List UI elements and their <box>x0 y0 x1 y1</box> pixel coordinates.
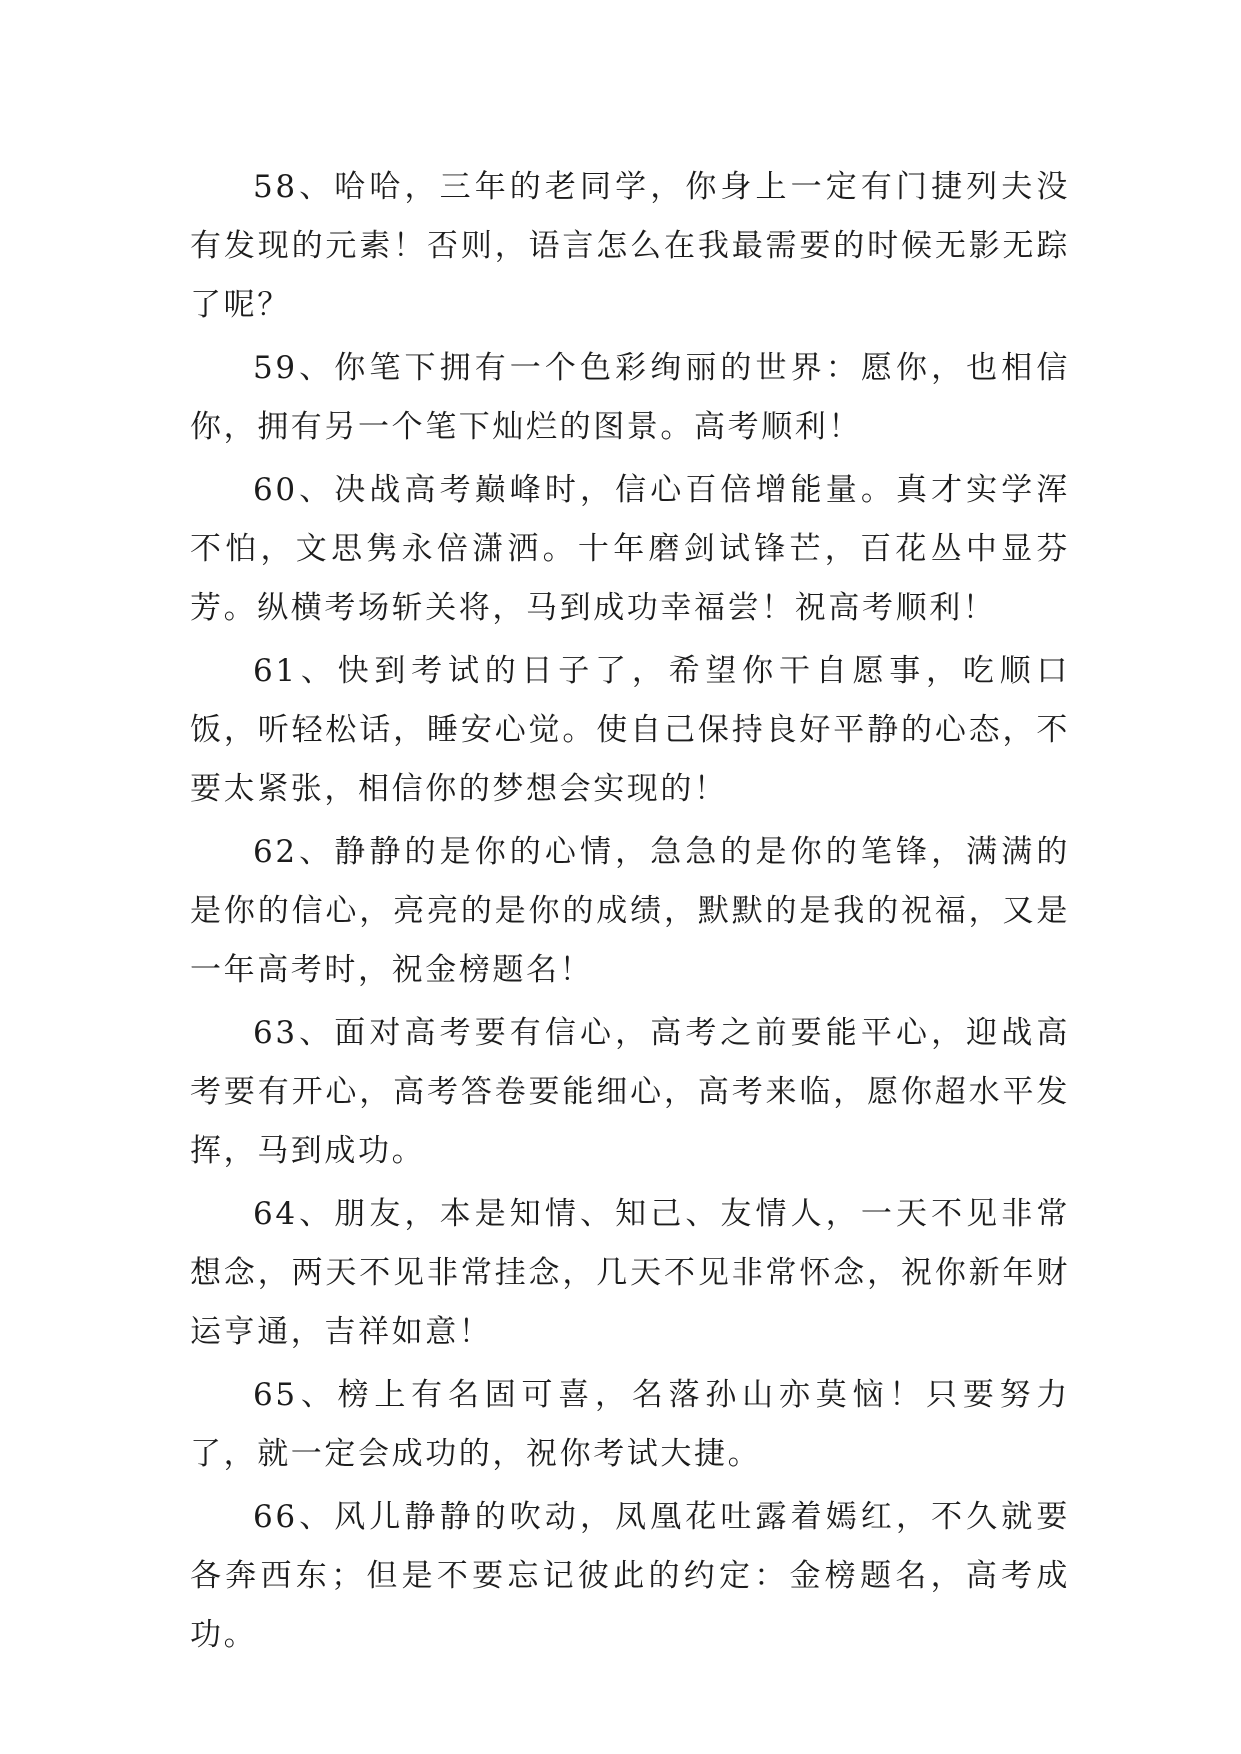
paragraph-66: 66、风儿静静的吹动，凤凰花吐露着嫣红，不久就要各奔西东；但是不要忘记彼此的约定：金榜题名，高考成功。 <box>190 1499 1070 1653</box>
paragraph-59: 59、你笔下拥有一个色彩绚丽的世界：愿你，也相信你，拥有另一个笔下灿烂的图景。高考顺利！ <box>190 350 1070 445</box>
paragraph-65: 65、榜上有名固可喜，名落孙山亦莫恼！只要努力了，就一定会成功的，祝你考试大捷。 <box>190 1377 1070 1472</box>
paragraph-61: 61、快到考试的日子了，希望你干自愿事，吃顺口饭，听轻松话，睡安心觉。使自己保持良好平静的心态，不要太紧张，相信你的梦想会实现的！ <box>190 653 1070 807</box>
paragraph-63: 63、面对高考要有信心，高考之前要能平心，迎战高考要有开心，高考答卷要能细心，高考来临，愿你超水平发挥，马到成功。 <box>190 1015 1070 1169</box>
paragraph-58: 58、哈哈，三年的老同学，你身上一定有门捷列夫没有发现的元素！否则，语言怎么在我最需要的时候无影无踪了呢？ <box>190 169 1070 323</box>
paragraph-62: 62、静静的是你的心情，急急的是你的笔锋，满满的是你的信心，亮亮的是你的成绩，默默的是我的祝福，又是一年高考时，祝金榜题名！ <box>190 834 1070 988</box>
paragraph-60: 60、决战高考巅峰时，信心百倍增能量。真才实学浑不怕，文思隽永倍潇洒。十年磨剑试锋芒，百花丛中显芬芳。纵横考场斩关将，马到成功幸福尝！祝高考顺利！ <box>190 472 1070 626</box>
paragraph-64: 64、朋友，本是知情、知己、友情人，一天不见非常想念，两天不见非常挂念，几天不见非常怀念，祝你新年财运亨通，吉祥如意！ <box>190 1196 1070 1350</box>
document-body <box>190 158 1070 1669</box>
